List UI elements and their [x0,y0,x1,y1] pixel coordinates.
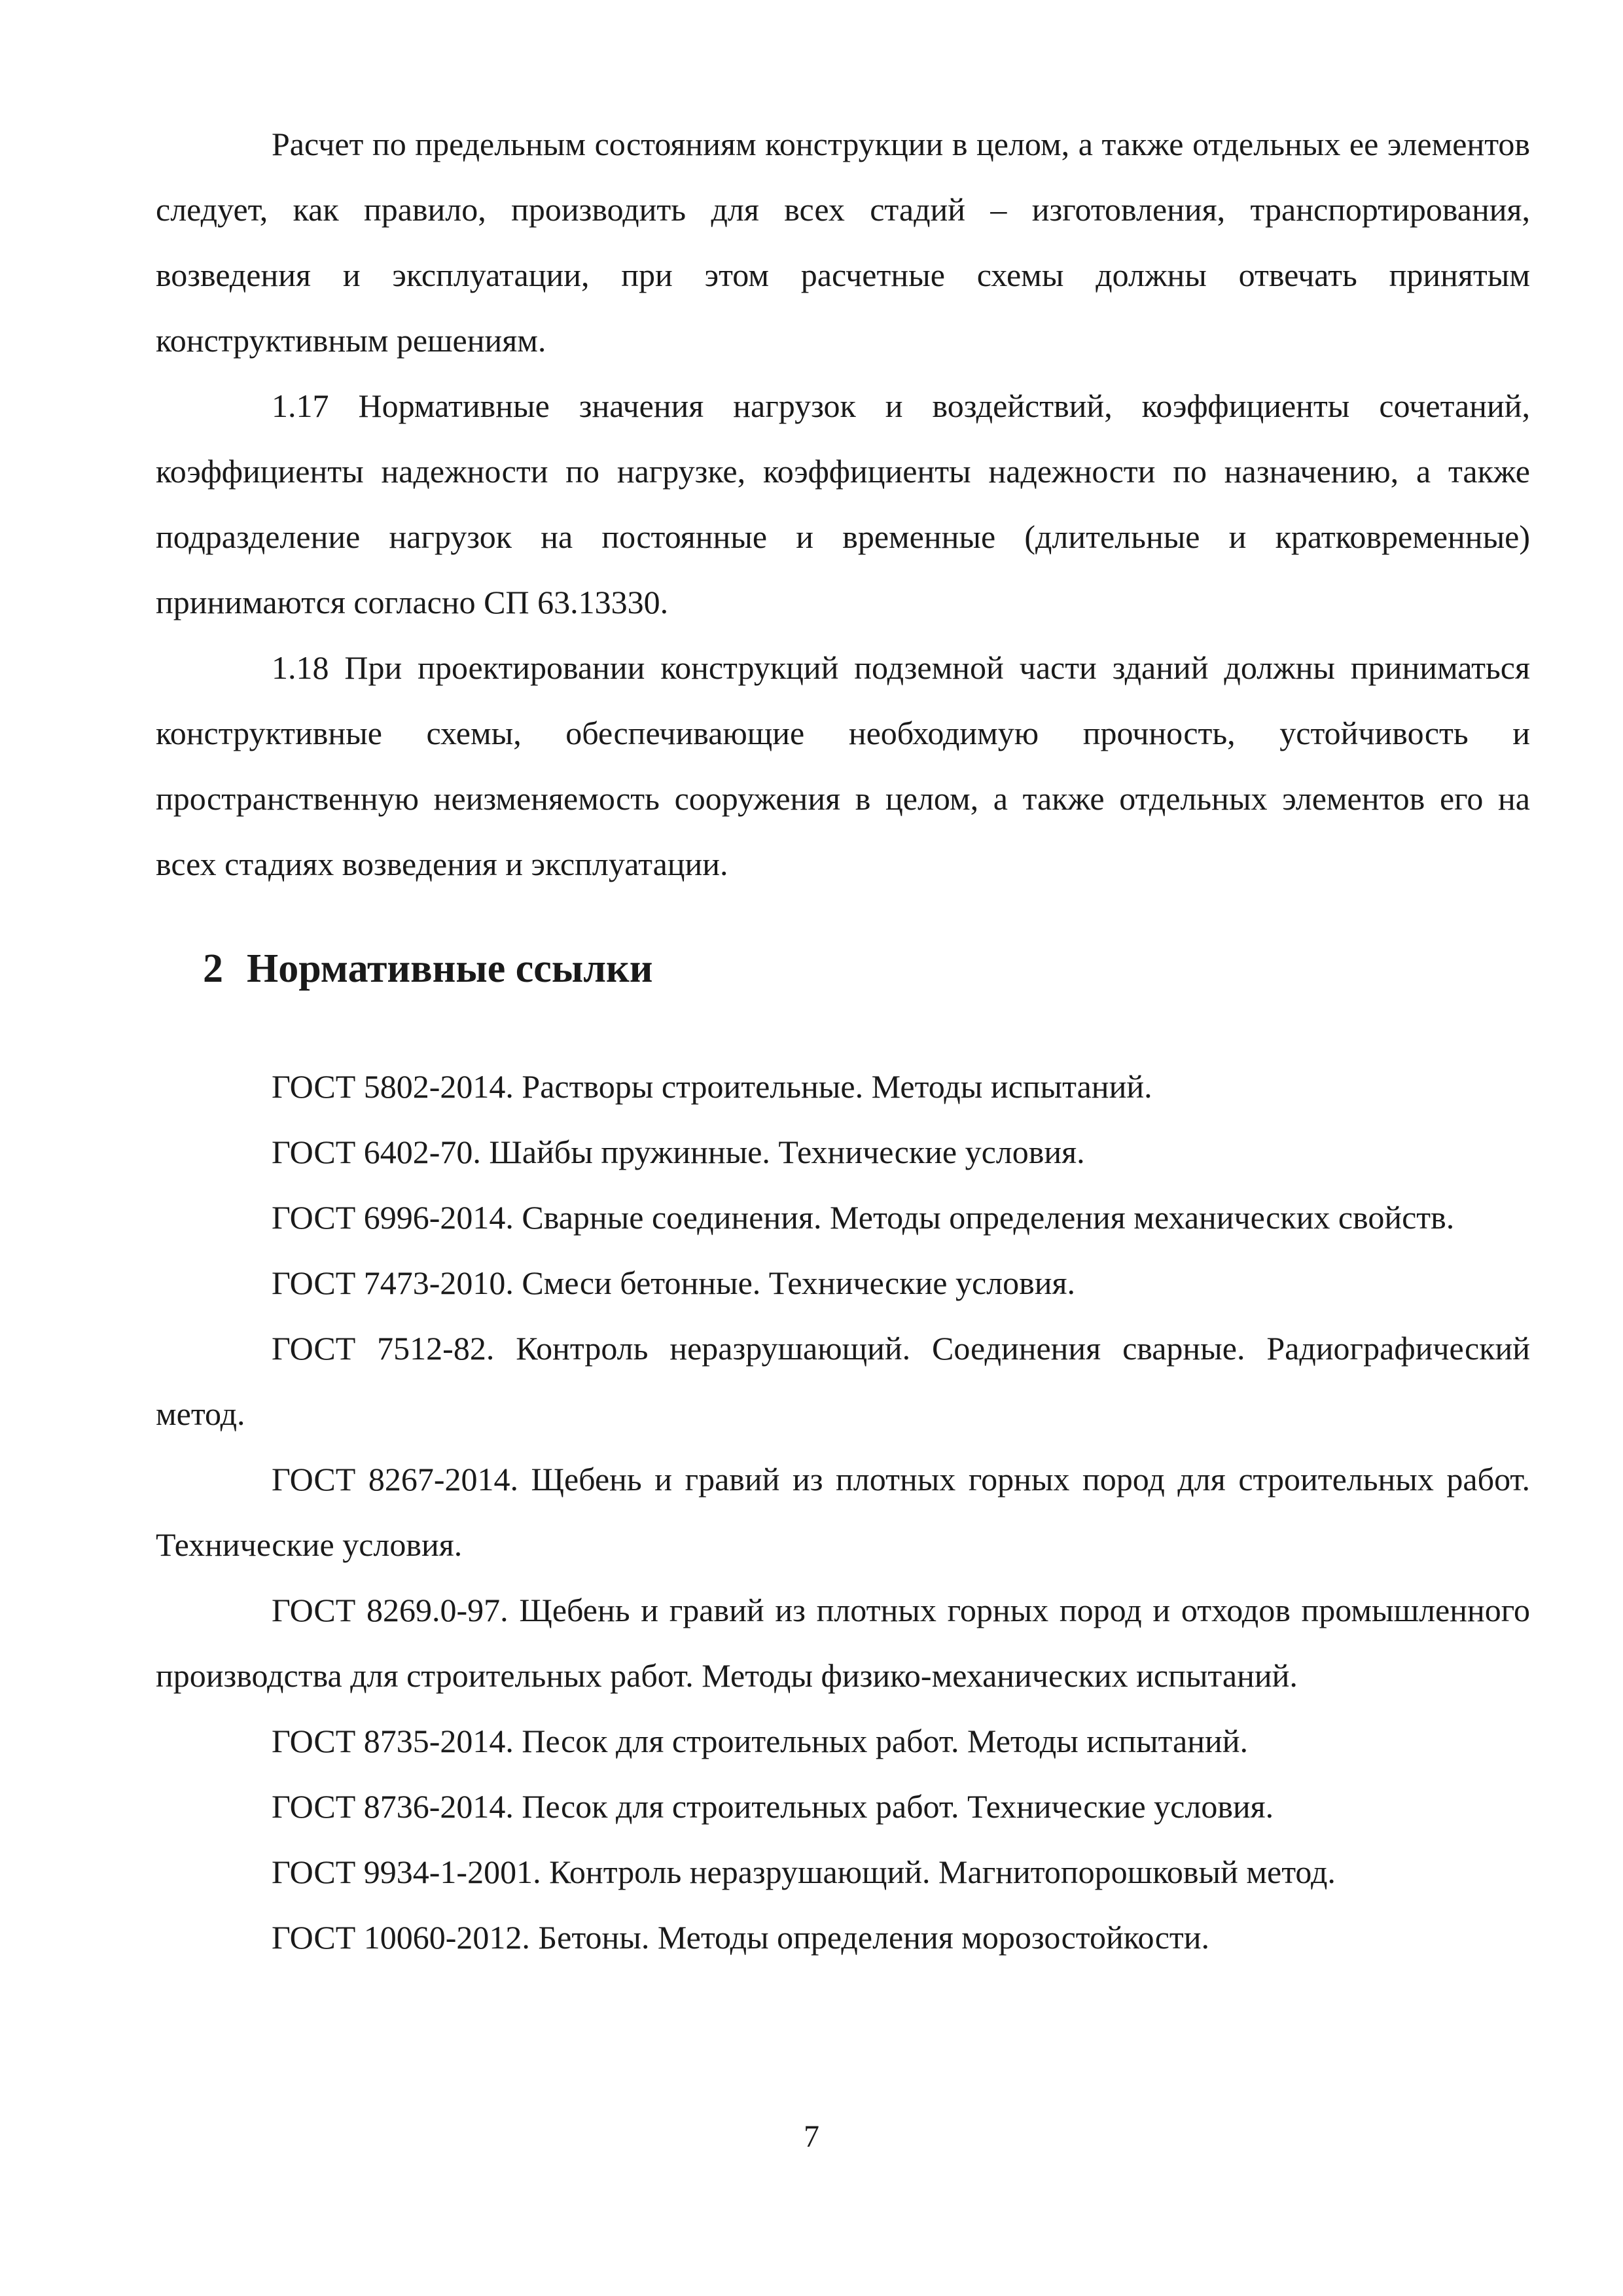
reference-item: ГОСТ 7512-82. Контроль неразрушающий. Соединения сварные. Радиографический метод. [156,1330,1530,1432]
reference-item: ГОСТ 5802-2014. Растворы строительные. Методы испытаний. [272,1068,1152,1105]
section-title: Нормативные ссылки [247,946,653,991]
section-heading [203,942,652,995]
section-number: 2 [203,946,223,991]
reference-item: ГОСТ 8267-2014. Щебень и гравий из плотных горных пород для строительных работ. Технические условия. [156,1461,1530,1563]
reference-item: ГОСТ 8269.0-97. Щебень и гравий из плотных горных пород и отходов промышленного производства для строительных работ. Методы физико-механических испытаний. [156,1592,1530,1694]
references-list [156,1054,1530,1970]
reference-item: ГОСТ 10060-2012. Бетоны. Методы определения морозостойкости. [272,1919,1210,1956]
body-text [156,111,1530,897]
page-number: 7 [804,2119,819,2154]
reference-item: ГОСТ 8736-2014. Песок для строительных работ. Технические условия. [272,1788,1274,1825]
paragraph-1-18: 1.18 При проектировании конструкций подземной части зданий должны приниматься конструктивные схемы, обеспечивающие необходимую прочность, устойчивость и пространственную неизменяемость сооружения в целом, а также отдельных элементов его на всех стадиях возведения и эксплуатации. [156,649,1530,882]
paragraph-calculation-stages: Расчет по предельным состояниям конструкции в целом, а также отдельных ее элементов следует, как правило, производить для всех стадий – изготовления, транспортирования, возведения и эксплуатации, при этом расчетные схемы должны отвечать принятым конструктивным решениям. [156,126,1530,359]
reference-item: ГОСТ 6996-2014. Сварные соединения. Методы определения механических свойств. [272,1199,1455,1236]
reference-item: ГОСТ 6402-70. Шайбы пружинные. Технические условия. [272,1134,1085,1170]
reference-item: ГОСТ 9934-1-2001. Контроль неразрушающий. Магнитопорошковый метод. [272,1854,1336,1890]
reference-item: ГОСТ 8735-2014. Песок для строительных работ. Методы испытаний. [272,1723,1248,1759]
paragraph-1-17: 1.17 Нормативные значения нагрузок и воздействий, коэффициенты сочетаний, коэффициенты надежности по нагрузке, коэффициенты надежности по назначению, а также подразделение нагрузок на постоянные и временные (длительные и кратковременные) принимаются согласно СП 63.13330. [156,387,1530,620]
reference-item: ГОСТ 7473-2010. Смеси бетонные. Технические условия. [272,1265,1075,1301]
